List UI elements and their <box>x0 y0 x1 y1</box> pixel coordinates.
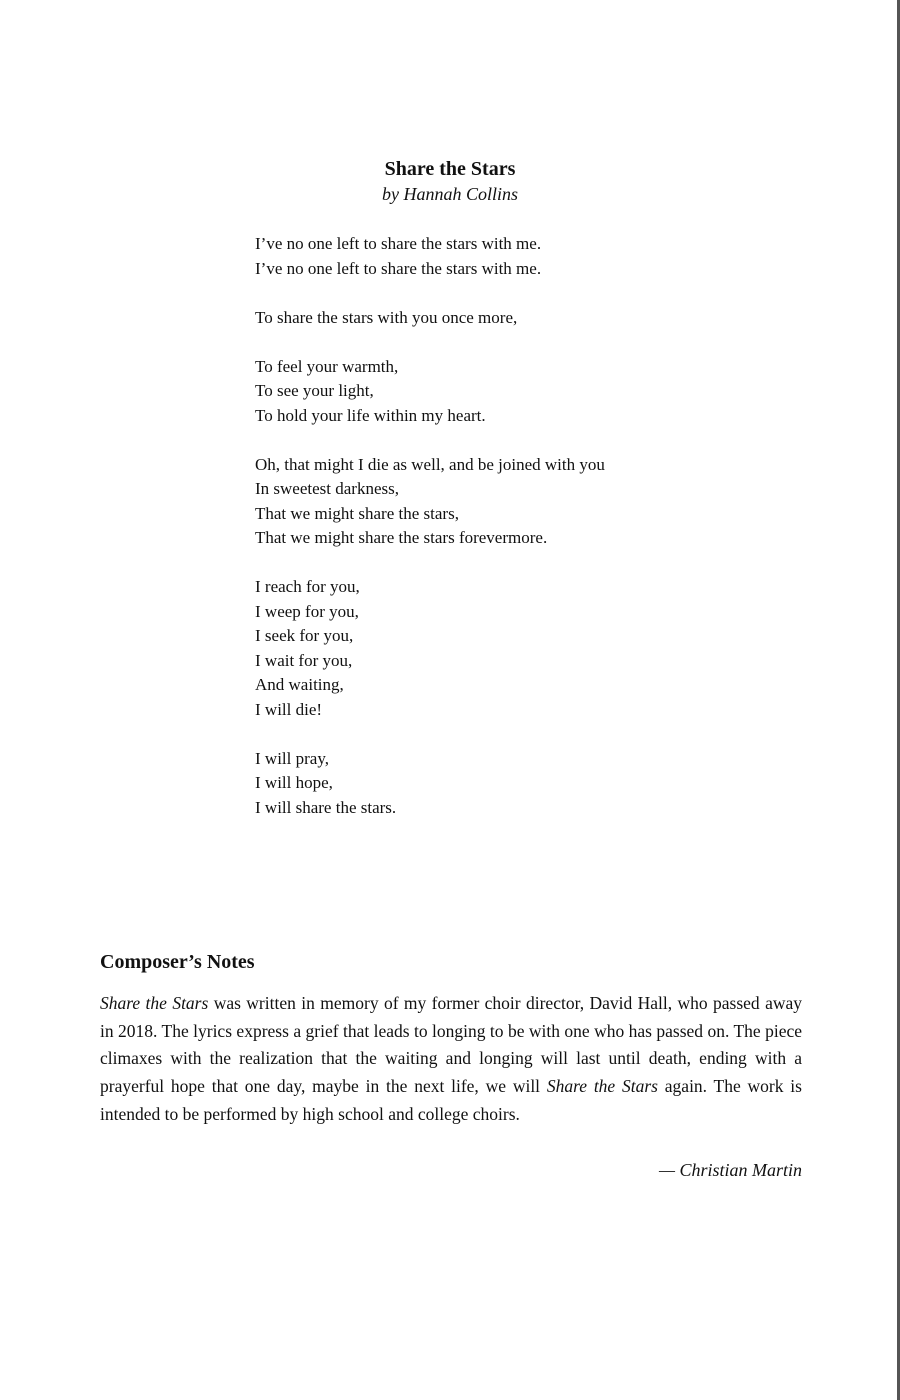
notes-work-title: Share the Stars <box>100 993 209 1013</box>
poem-line: I seek for you, <box>255 626 354 645</box>
poem-line: To feel your warmth, <box>255 356 399 376</box>
poem-line: To hold your life within my heart. <box>255 405 486 425</box>
poem-line: I’ve no one left to share the stars with me. <box>255 234 542 253</box>
composers-notes-section <box>100 948 802 1183</box>
poem-line: I weep for you, <box>255 601 359 621</box>
poem-line: I will die! <box>255 699 323 719</box>
notes-text-part: again. The work is intended to be performed by high school and college choirs. <box>100 1076 802 1124</box>
poem-header <box>0 156 900 206</box>
composer-signature: — Christian Martin <box>658 1159 802 1180</box>
poem-line: I wait for you, <box>255 650 353 670</box>
stanza <box>255 575 815 722</box>
poem-line: To see your light, <box>255 381 374 400</box>
poem-line: I’ve no one left to share the stars with me. <box>255 258 542 278</box>
poem-line: I will hope, <box>255 773 333 792</box>
poem-line: That we might share the stars forevermore. <box>255 528 548 547</box>
poem-title: Share the Stars <box>384 158 516 180</box>
poem-author: by Hannah Collins <box>381 184 518 204</box>
poem-line: I reach for you, <box>255 577 360 596</box>
poem-line: I will pray, <box>255 748 329 768</box>
poem-line: That we might share the stars, <box>255 503 459 523</box>
notes-paragraph <box>100 990 802 1129</box>
stanza <box>255 747 815 821</box>
stanza <box>255 453 815 551</box>
stanza <box>255 232 815 281</box>
stanza <box>255 355 815 429</box>
poem-line: And waiting, <box>255 675 344 694</box>
poem-line: Oh, that might I die as well, and be joined with you <box>255 454 605 474</box>
notes-text-part: was written in memory of my former choir director, David Hall, who passed away in 2018. The lyrics express a grief that leads to longing to be with one who has passed on. The piece climaxes with the realization that the waiting and longing will last until death, ending with a prayerful hope that one day, maybe in the next life, we will <box>100 993 802 1097</box>
notes-work-title: Share the Stars <box>546 1076 658 1097</box>
poem-line: I will share the stars. <box>255 797 397 817</box>
stanza <box>255 306 815 331</box>
poem-body <box>255 232 815 845</box>
poem-line: To share the stars with you once more, <box>255 307 518 327</box>
notes-heading: Composer’s Notes <box>100 951 255 973</box>
poem-line: In sweetest darkness, <box>255 479 399 498</box>
